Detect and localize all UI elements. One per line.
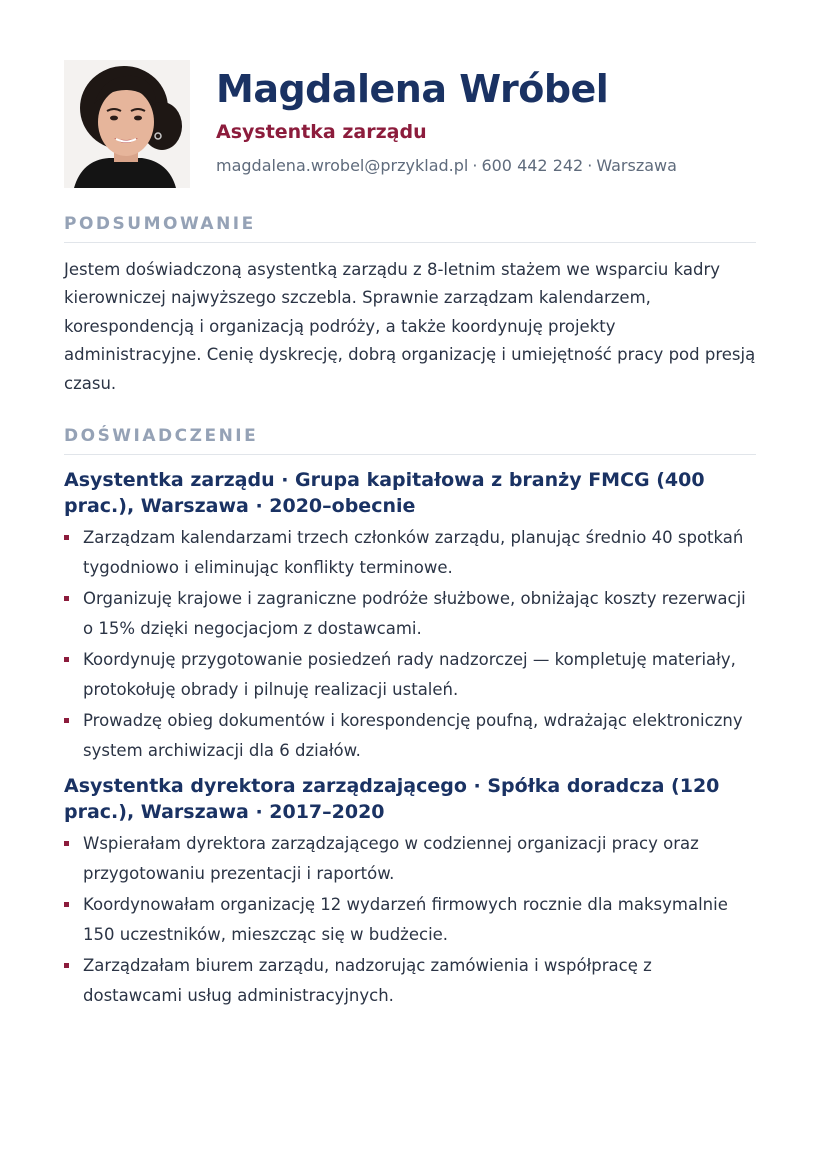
job-title: Asystentka zarządu · Grupa kapitałowa z branży FMCG (400 prac.), Warszawa · 2020–obecnie [64, 469, 705, 517]
bullet-text: Koordynuję przygotowanie posiedzeń rady nadzorczej — kompletuję materiały, protokołuję obrady i pilnuję realizacji ustaleń. [83, 650, 736, 699]
experience-heading: DOŚWIADCZENIE [64, 425, 756, 455]
contact-phone[interactable]: 600 442 242 [481, 156, 584, 175]
bullet-marker [64, 963, 69, 968]
bullet-text: Organizuję krajowe i zagraniczne podróże służbowe, obniżając koszty rezerwacji o 15% dzięki negocjacjom z dostawcami. [83, 589, 746, 638]
candidate-role: Asystentka zarządu [216, 121, 427, 143]
list-item [64, 890, 756, 949]
bullet-marker [64, 718, 69, 723]
bullet-marker [64, 841, 69, 846]
bullet-marker [64, 596, 69, 601]
bullet-text: Prowadzę obieg dokumentów i korespondencję poufną, wdrażając elektroniczny system archiwizacji dla 6 działów. [83, 711, 743, 760]
contact-email[interactable]: magdalena.wrobel@przyklad.pl [216, 156, 469, 175]
job-entry [64, 773, 756, 1012]
contact-city: Warszawa [596, 156, 677, 175]
profile-photo [64, 60, 190, 188]
job-title: Asystentka dyrektora zarządzającego · Spółka doradcza (120 prac.), Warszawa · 2017–2020 [64, 775, 720, 823]
list-item [64, 523, 756, 582]
contact-separator: · [587, 156, 593, 175]
list-item [64, 951, 756, 1010]
bullet-text: Koordynowałam organizację 12 wydarzeń firmowych rocznie dla maksymalnie 150 uczestników, mieszcząc się w budżecie. [83, 895, 728, 944]
list-item [64, 584, 756, 643]
resume-header [64, 60, 756, 190]
bullet-marker [64, 657, 69, 662]
bullet-marker [64, 902, 69, 907]
summary-heading: PODSUMOWANIE [64, 213, 756, 243]
contact-line [216, 155, 677, 177]
bullet-text: Wspierałam dyrektora zarządzającego w codziennej organizacji pracy oraz przygotowaniu prezentacji i raportów. [83, 834, 699, 883]
bullet-marker [64, 535, 69, 540]
candidate-name: Magdalena Wróbel [216, 67, 609, 111]
list-item [64, 645, 756, 704]
job-bullets [64, 523, 756, 765]
job-entry [64, 467, 756, 767]
list-item [64, 706, 756, 765]
summary-text: Jestem doświadczoną asystentką zarządu z 8-letnim stażem we wsparciu kadry kierowniczej najwyższego szczebla. Sprawnie zarządzam kalendarzem, korespondencją i organizacją podróży, a także koordynuję projekty administracyjne. Cenię dyskrecję, dobrą organizację i umiejętność pracy pod presją czasu. [64, 260, 756, 393]
job-bullets [64, 829, 756, 1010]
bullet-text: Zarządzam kalendarzami trzech członków zarządu, planując średnio 40 spotkań tygodniowo i eliminując konflikty terminowe. [83, 528, 744, 577]
bullet-text: Zarządzałam biurem zarządu, nadzorując zamówienia i współpracę z dostawcami usług administracyjnych. [83, 956, 652, 1005]
contact-separator: · [472, 156, 478, 175]
portrait-photo-icon [64, 60, 190, 188]
list-item [64, 829, 756, 888]
